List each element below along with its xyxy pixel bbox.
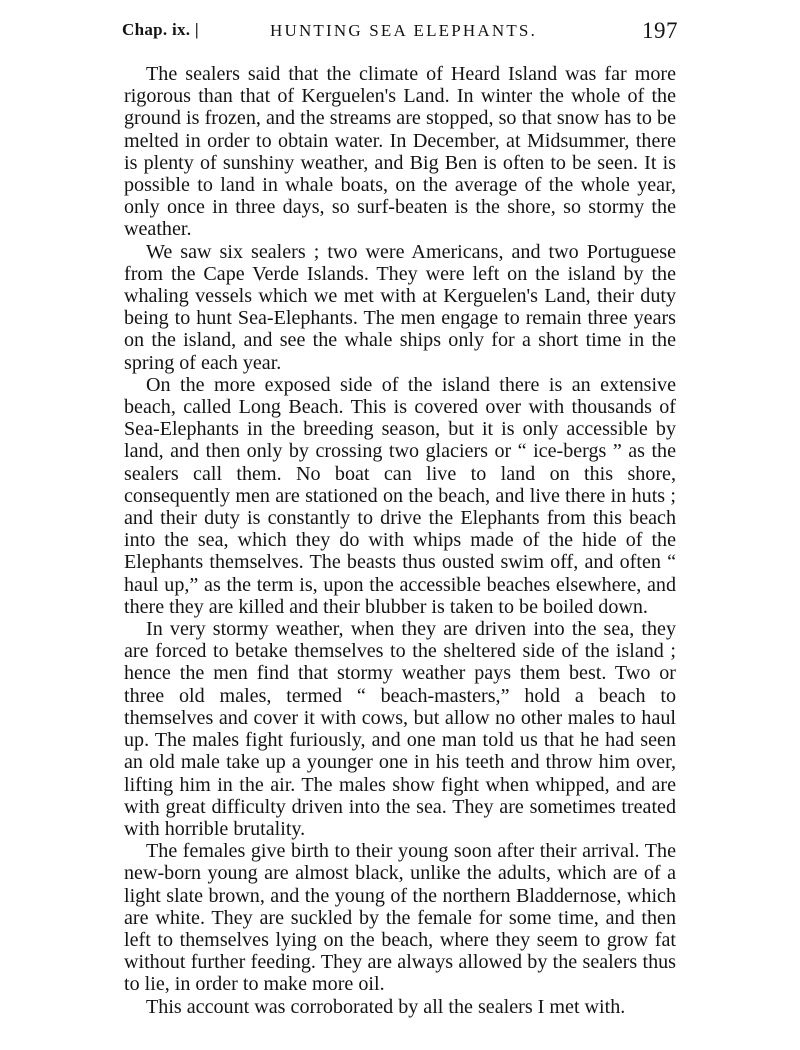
paragraph-stormy-weather: In very stormy weather, when they are driven into the sea, they are forced to betake themselves to the sheltered side of the island ; hence the men find that stormy weather pays them best. Two or three old males, termed “ beach-masters,” hold a beach to themselves and cover it with cows, but allow no other males to haul up. The males fight furiously, and one man told us that he had seen an old male take up a younger one in his teeth and throw him over, lifting him in the air. The males show fight when whipped, and are with great difficulty driven into the sea. They are sometimes treated with horrible brutality. [124,618,676,840]
paragraph-sealers: We saw six sealers ; two were Americans, and two Portuguese from the Cape Verde Islands. They were left on the island by the whaling vessels which we met with at Kerguelen's Land, their duty being to hunt Sea-Elephants. The men engage to remain three years on the island, and see the whale ships only for a short time in the spring of each year. [124,240,676,374]
running-head [122,18,678,48]
paragraph-climate: The sealers said that the climate of Heard Island was far more rigorous than that of Kerguelen's Land. In winter the whole of the ground is frozen, and the streams are stopped, so that snow has to be melted in order to obtain water. In December, at Midsummer, there is plenty of sunshiny weather, and Big Ben is often to be seen. It is possible to land in whale boats, on the average of the whole year, only once in three days, so surf-beaten is the shore, so stormy the weather. [124,63,676,241]
running-title: HUNTING SEA ELEPHANTS. [270,21,538,40]
paragraph-long-beach: On the more exposed side of the island there is an extensive beach, called Long Beach. This is covered over with thousands of Sea-Elephants in the breeding season, but it is only accessible by land, and then only by crossing two glaciers or “ ice-bergs ” as the sealers call them. No boat can live to land on this shore, consequently men are stationed on the beach, and live there in huts ; and their duty is constantly to drive the Elephants from this beach into the sea, which they do with whips made of the hide of the Elephants themselves. The beasts thus ousted swim off, and often “ haul up,” as the term is, upon the accessible beaches elsewhere, and there they are killed and their blubber is taken to be boiled down. [124,373,676,618]
paragraph-females: The females give birth to their young soon after their arrival. The new-born young are almost black, unlike the adults, which are of a light slate brown, and the young of the northern Bladdernose, which are white. They are suckled by the female for some time, and then left to themselves lying on the beach, where they seem to grow fat without further feeding. They are always allowed by the sealers thus to lie, in order to make more oil. [124,840,676,996]
chapter-label: Chap. ix. | [122,20,199,39]
paragraph-closing: This account was corroborated by all the sealers I met with. [146,995,626,1018]
body-text [124,63,676,1018]
page-number: 197 [642,18,678,43]
